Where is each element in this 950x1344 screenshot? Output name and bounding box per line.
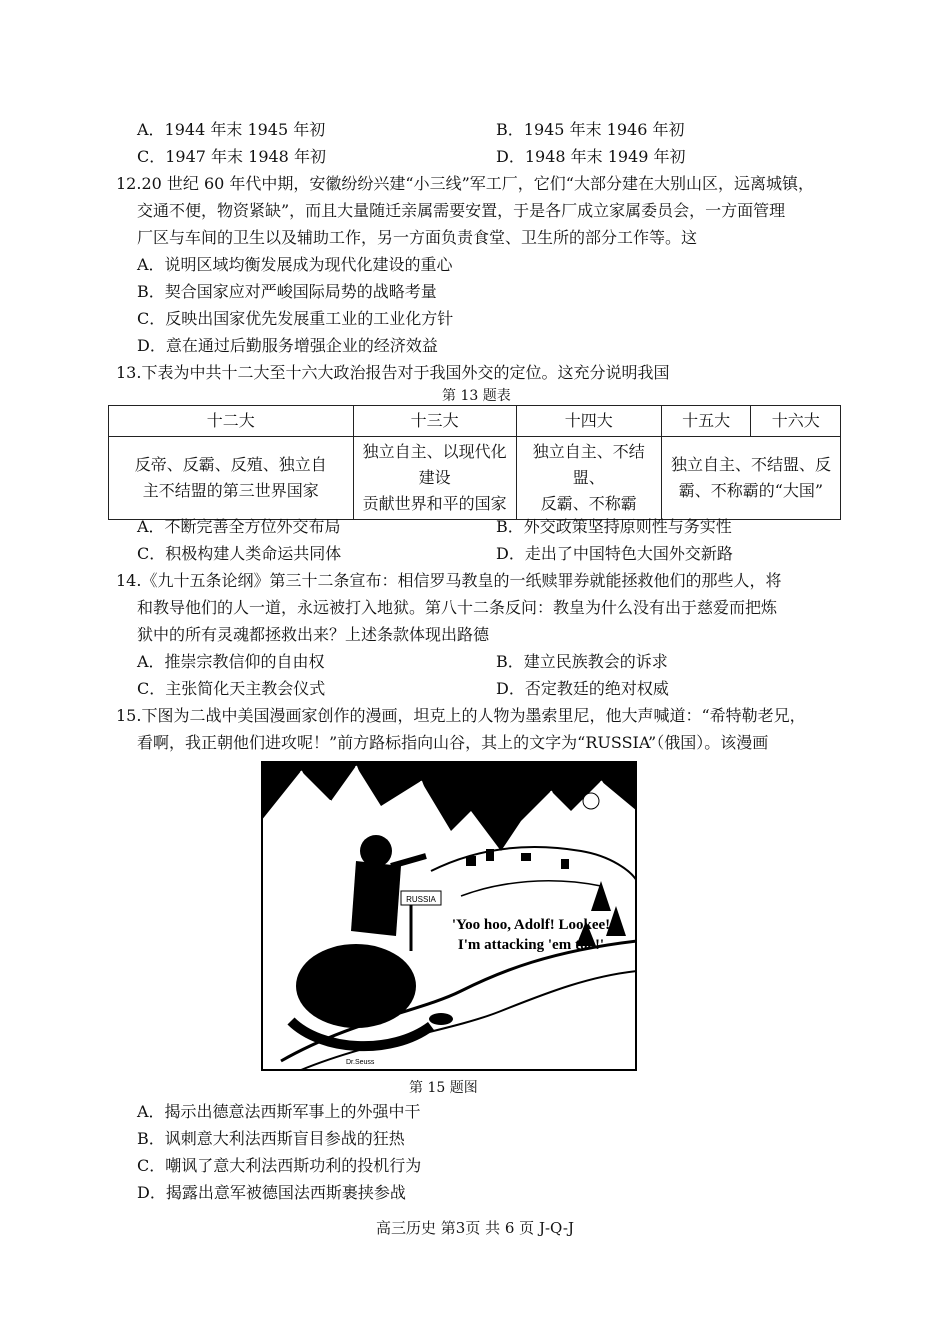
q11-option-b: B．1945 年末 1946 年初 [496,120,685,139]
cartoon-sign-text: RUSSIA [406,895,436,904]
q14-option-d: D．否定教廷的绝对权威 [496,679,669,698]
q15-figure-caption: 第 15 题图 [409,1080,478,1096]
cartoon-speech-line-1: 'Yoo hoo, Adolf! Lookee! [451,917,611,933]
table-header-row [109,406,841,437]
q11-option-c: C．1947 年末 1948 年初 [137,147,326,166]
q15-option-a: A．揭示出德意法西斯军事上的外强中干 [137,1102,421,1121]
q12-stem-line-3: 厂区与车间的卫生以及辅助工作，另一方面负责食堂、卫生所的部分工作等。这 [137,228,698,247]
table-cell-line: 贡献世界和平的国家 [362,494,507,513]
q15-option-c: C．嘲讽了意大利法西斯功利的投机行为 [137,1156,422,1175]
cartoon-signature: Dr.Seuss [346,1059,375,1066]
table-cell [353,437,516,520]
table-cell-line: 主不结盟的第三世界国家 [142,481,319,500]
table-cell [109,437,354,520]
cartoon-speech-line-2: I'm attacking 'em too!' [457,937,605,953]
table-cell-line: 独立自主、以现代化建设 [362,442,507,487]
q12-stem-line-1: 12.20 世纪 60 年代中期，安徽纷纷兴建“小三线”军工厂，它们“大部分建在大别山区，远离城镇， [116,174,814,193]
table-cell [516,437,661,520]
table-cell-line: 反帝、反霸、反殖、独立自 [134,455,327,474]
table-header-cell: 十六大 [751,406,841,437]
table-header-cell: 十三大 [353,406,516,437]
q14-stem-line-1: 14.《九十五条论纲》第三十二条宣布：相信罗马教皇的一纸赎罪券就能拯救他们的那些人，将 [116,571,782,590]
q12-option-b: B．契合国家应对严峻国际局势的战略考量 [137,282,437,301]
q14-stem-line-3: 狱中的所有灵魂都拯救出来？上述条款体现出路德 [137,625,490,644]
q13-stem: 13.下表为中共十二大至十六大政治报告对于我国外交的定位。这充分说明我国 [116,363,670,382]
table-cell-line: 独立自主、不结盟、反 [670,455,831,474]
q15-stem-line-1: 15.下图为二战中美国漫画家创作的漫画，坦克上的人物为墨索里尼，他大声喊道：“希特勒老兄， [116,706,806,725]
table-cell-line: 霸、不称霸的“大国” [678,481,824,500]
q13-option-c: C．积极构建人类命运共同体 [137,544,342,563]
table-header-cell: 十二大 [109,406,354,437]
q12-option-d: D．意在通过后勤服务增强企业的经济效益 [137,336,438,355]
q12-stem-line-2: 交通不便，物资紧缺”，而且大量随迁亲属需要安置，于是各厂成立家属委员会，一方面管理 [137,201,786,220]
q13-option-d: D．走出了中国特色大国外交新路 [496,544,733,563]
q15-option-d: D．揭露出意军被德国法西斯裹挟参战 [137,1183,406,1202]
cartoon-image [261,761,637,1071]
q13-table [108,405,841,520]
q15-option-b: B．讽刺意大利法西斯盲目参战的狂热 [137,1129,405,1148]
q11-option-a: A．1944 年末 1945 年初 [137,120,326,139]
page-footer: 高三历史 第3页 共 6 页 J-Q-J [376,1219,574,1237]
q11-option-d: D．1948 年末 1949 年初 [496,147,686,166]
q13-option-b: B．外交政策坚持原则性与务实性 [496,517,732,536]
q13-table-caption: 第 13 题表 [442,388,511,404]
q12-option-c: C．反映出国家优先发展重工业的工业化方针 [137,309,454,328]
q14-option-c: C．主张简化天主教会仪式 [137,679,326,698]
table-header-cell: 十五大 [661,406,751,437]
table-cell-line: 独立自主、不结盟、 [532,442,645,487]
table-row [109,437,841,520]
table-cell [661,437,840,520]
q15-stem-line-2: 看啊，我正朝他们进攻呢！”前方路标指向山谷，其上的文字为“RUSSIA”（俄国）。该漫画 [137,733,769,752]
q14-stem-line-2: 和教导他们的人一道，永远被打入地狱。第八十二条反问：教皇为什么没有出于慈爱而把炼 [137,598,778,617]
table-cell-line: 反霸、不称霸 [540,494,637,513]
q14-option-a: A．推崇宗教信仰的自由权 [137,652,325,671]
q14-option-b: B．建立民族教会的诉求 [496,652,668,671]
table-header-cell: 十四大 [516,406,661,437]
q12-option-a: A．说明区域均衡发展成为现代化建设的重心 [137,255,453,274]
q13-option-a: A．不断完善全方位外交布局 [137,517,341,536]
